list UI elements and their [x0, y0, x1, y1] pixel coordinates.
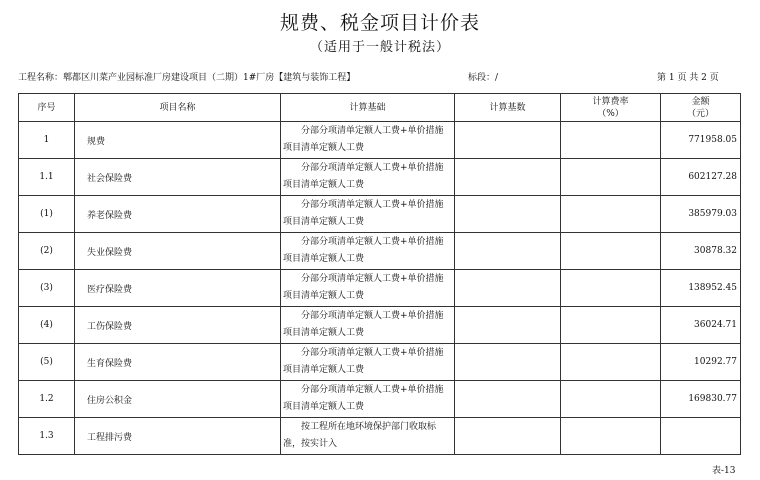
- row-rate: [561, 270, 661, 307]
- header-rate: 计算费率 （%）: [561, 94, 661, 122]
- row-rate: [561, 344, 661, 381]
- table-row: [19, 159, 741, 196]
- row-basis-text: 按工程所在地环境保护部门收取标准，按实计入: [283, 422, 437, 449]
- row-basis: [281, 344, 455, 381]
- row-seq: (3): [19, 270, 75, 307]
- project-name: 工程名称：郫都区川菜产业园标准厂房建设项目（二期）1#厂房【建筑与装饰工程】: [18, 73, 356, 83]
- table-row: [19, 381, 741, 418]
- row-rate: [561, 307, 661, 344]
- page-title: 规费、税金项目计价表: [279, 12, 480, 34]
- row-basis-text: 分部分项清单定额人工费+单价措施项目清单定额人工费: [283, 237, 444, 264]
- row-basis-text: 分部分项清单定额人工费+单价措施项目清单定额人工费: [283, 200, 444, 227]
- table-row: [19, 122, 741, 159]
- row-base: [455, 307, 561, 344]
- row-basis: [281, 122, 455, 159]
- row-rate: [561, 233, 661, 270]
- row-name: 社会保险费: [75, 159, 281, 196]
- row-name: 住房公积金: [75, 381, 281, 418]
- row-rate: [561, 122, 661, 159]
- row-seq: (1): [19, 196, 75, 233]
- table-row: [19, 418, 741, 455]
- row-basis: [281, 159, 455, 196]
- table-row: [19, 270, 741, 307]
- row-amount: 30878.32: [661, 233, 741, 270]
- row-name: 规费: [75, 122, 281, 159]
- row-basis: [281, 270, 455, 307]
- row-basis: [281, 196, 455, 233]
- row-amount: [661, 418, 741, 455]
- row-base: [455, 344, 561, 381]
- row-seq: 1.2: [19, 381, 75, 418]
- page-subtitle: （适用于一般计税法）: [309, 40, 450, 55]
- row-amount: 36024.71: [661, 307, 741, 344]
- table-number: 表-13: [712, 466, 736, 476]
- row-name: 失业保险费: [75, 233, 281, 270]
- row-rate: [561, 196, 661, 233]
- row-base: [455, 196, 561, 233]
- header-name: 项目名称: [75, 94, 281, 122]
- row-base: [455, 122, 561, 159]
- row-amount: 169830.77: [661, 381, 741, 418]
- section-label: 标段：/: [468, 73, 499, 83]
- row-amount: 602127.28: [661, 159, 741, 196]
- fee-table: [18, 93, 741, 455]
- row-basis: [281, 233, 455, 270]
- row-seq: 1: [19, 122, 75, 159]
- row-basis-text: 分部分项清单定额人工费+单价措施项目清单定额人工费: [283, 163, 444, 190]
- table-header-row: [19, 94, 741, 122]
- row-base: [455, 159, 561, 196]
- row-basis-text: 分部分项清单定额人工费+单价措施项目清单定额人工费: [283, 126, 444, 153]
- row-name: 生育保险费: [75, 344, 281, 381]
- row-base: [455, 381, 561, 418]
- row-basis: [281, 307, 455, 344]
- row-basis-text: 分部分项清单定额人工费+单价措施项目清单定额人工费: [283, 348, 444, 375]
- row-base: [455, 233, 561, 270]
- table-row: [19, 344, 741, 381]
- row-base: [455, 418, 561, 455]
- row-rate: [561, 381, 661, 418]
- row-rate: [561, 159, 661, 196]
- table-row: [19, 196, 741, 233]
- row-seq: 1.3: [19, 418, 75, 455]
- table-row: [19, 233, 741, 270]
- row-seq: (4): [19, 307, 75, 344]
- header-base: 计算基数: [455, 94, 561, 122]
- row-basis-text: 分部分项清单定额人工费+单价措施项目清单定额人工费: [283, 311, 444, 338]
- row-basis: [281, 418, 455, 455]
- row-amount: 771958.05: [661, 122, 741, 159]
- row-amount: 10292.77: [661, 344, 741, 381]
- row-seq: 1.1: [19, 159, 75, 196]
- row-name: 工伤保险费: [75, 307, 281, 344]
- row-amount: 385979.03: [661, 196, 741, 233]
- row-name: 工程排污费: [75, 418, 281, 455]
- page-indicator: 第 1 页 共 2 页: [657, 73, 719, 83]
- row-seq: (5): [19, 344, 75, 381]
- header-amount: 金额 （元）: [661, 94, 741, 122]
- row-basis: [281, 381, 455, 418]
- row-rate: [561, 418, 661, 455]
- row-seq: (2): [19, 233, 75, 270]
- row-amount: 138952.45: [661, 270, 741, 307]
- row-base: [455, 270, 561, 307]
- row-basis-text: 分部分项清单定额人工费+单价措施项目清单定额人工费: [283, 385, 444, 412]
- row-name: 养老保险费: [75, 196, 281, 233]
- row-name: 医疗保险费: [75, 270, 281, 307]
- header-seq: 序号: [19, 94, 75, 122]
- row-basis-text: 分部分项清单定额人工费+单价措施项目清单定额人工费: [283, 274, 444, 301]
- table-row: [19, 307, 741, 344]
- header-basis: 计算基础: [281, 94, 455, 122]
